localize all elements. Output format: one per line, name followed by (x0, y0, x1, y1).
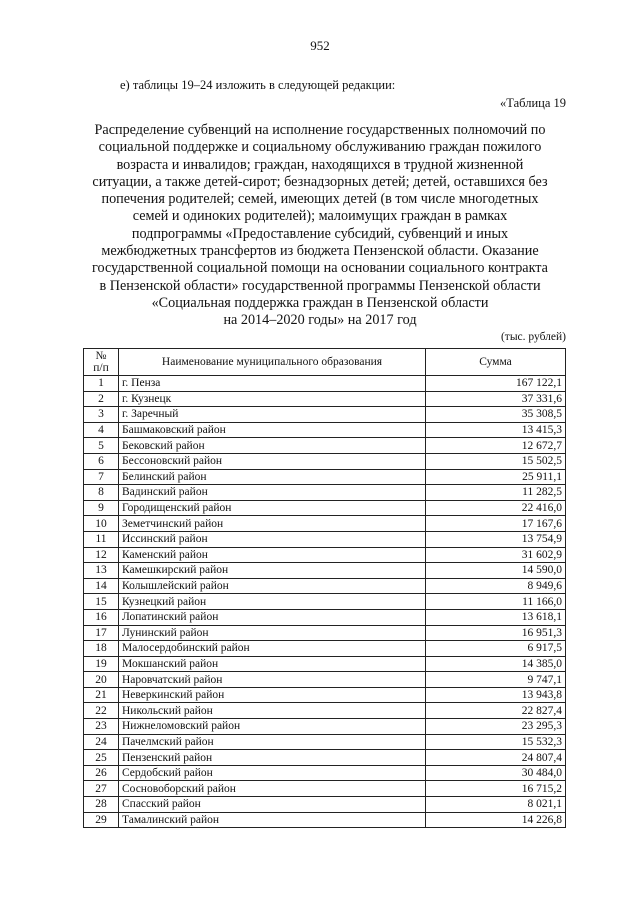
subsidy-table (83, 348, 566, 828)
table-row (84, 734, 566, 750)
row-sum: 22 416,0 (426, 500, 566, 516)
row-municipality: Кузнецкий район (119, 594, 426, 610)
title-line: подпрограммы «Предоставление субсидий, субвенций и иных (131, 225, 509, 242)
title-line: межбюджетных трансфертов из бюджета Пензенской области. Оказание (101, 243, 539, 260)
row-municipality: Сердобский район (119, 765, 426, 781)
row-number: 27 (84, 781, 119, 797)
title-line: «Социальная поддержка граждан в Пензенской области (151, 294, 489, 311)
row-municipality: Нижнеломовский район (119, 719, 426, 735)
table-row (84, 672, 566, 688)
row-sum: 16 951,3 (426, 625, 566, 641)
table-row (84, 469, 566, 485)
table-row (84, 625, 566, 641)
row-municipality: Вадинский район (119, 485, 426, 501)
row-number: 21 (84, 687, 119, 703)
table-row (84, 781, 566, 797)
row-sum: 25 911,1 (426, 469, 566, 485)
row-sum: 14 226,8 (426, 812, 566, 828)
table-row (84, 765, 566, 781)
row-sum: 13 943,8 (426, 687, 566, 703)
row-sum: 9 747,1 (426, 672, 566, 688)
row-municipality: Бессоновский район (119, 453, 426, 469)
row-sum: 31 602,9 (426, 547, 566, 563)
row-sum: 17 167,6 (426, 516, 566, 532)
row-municipality: Башмаковский район (119, 422, 426, 438)
row-number: 12 (84, 547, 119, 563)
row-number: 22 (84, 703, 119, 719)
table-reference: «Таблица 19 (500, 96, 566, 110)
row-number: 8 (84, 485, 119, 501)
row-number: 18 (84, 641, 119, 657)
row-sum: 6 917,5 (426, 641, 566, 657)
row-number: 25 (84, 750, 119, 766)
row-sum: 23 295,3 (426, 719, 566, 735)
table-row (84, 500, 566, 516)
row-number: 4 (84, 422, 119, 438)
row-number: 26 (84, 765, 119, 781)
table-row (84, 531, 566, 547)
row-number: 2 (84, 391, 119, 407)
table-row (84, 719, 566, 735)
title-line: в Пензенской области» государственной программы Пензенской области (99, 277, 541, 294)
row-sum: 13 618,1 (426, 609, 566, 625)
row-number: 15 (84, 594, 119, 610)
row-number: 28 (84, 797, 119, 813)
table-row (84, 485, 566, 501)
row-municipality: Земетчинский район (119, 516, 426, 532)
table-row (84, 609, 566, 625)
row-number: 10 (84, 516, 119, 532)
row-number: 11 (84, 531, 119, 547)
row-number: 6 (84, 453, 119, 469)
table-row (84, 656, 566, 672)
row-number: 23 (84, 719, 119, 735)
row-sum: 37 331,6 (426, 391, 566, 407)
row-sum: 13 415,3 (426, 422, 566, 438)
row-sum: 22 827,4 (426, 703, 566, 719)
row-sum: 13 754,9 (426, 531, 566, 547)
table-row (84, 703, 566, 719)
page-number: 952 (310, 38, 330, 53)
row-number: 29 (84, 812, 119, 828)
row-number: 19 (84, 656, 119, 672)
table-row (84, 812, 566, 828)
row-municipality: г. Кузнецк (119, 391, 426, 407)
title-line: государственной социальной помощи на основании социального контракта (92, 260, 548, 277)
table-row (84, 641, 566, 657)
row-number: 1 (84, 376, 119, 392)
header-number-symbol: № (95, 350, 107, 362)
row-municipality: Тамалинский район (119, 812, 426, 828)
title-line: Распределение субвенций на исполнение государственных полномочий по (94, 122, 546, 138)
row-municipality: Иссинский район (119, 531, 426, 547)
row-municipality: Спасский район (119, 797, 426, 813)
row-sum: 8 021,1 (426, 797, 566, 813)
row-number: 13 (84, 563, 119, 579)
row-sum: 12 672,7 (426, 438, 566, 454)
row-sum: 11 282,5 (426, 485, 566, 501)
title-line: на 2014–2020 годы» на 2017 год (223, 312, 417, 329)
header-sum: Сумма (426, 349, 566, 376)
row-number: 17 (84, 625, 119, 641)
header-municipality: Наименование муниципального образования (119, 349, 426, 376)
row-municipality: Пензенский район (119, 750, 426, 766)
row-sum: 167 122,1 (426, 376, 566, 392)
row-number: 3 (84, 407, 119, 423)
row-number: 5 (84, 438, 119, 454)
row-municipality: Бековский район (119, 438, 426, 454)
row-number: 20 (84, 672, 119, 688)
table-row (84, 594, 566, 610)
document-title (72, 122, 568, 330)
table-row (84, 391, 566, 407)
amendment-intro: е) таблицы 19–24 изложить в следующей редакции: (120, 78, 396, 92)
title-line: возраста и инвалидов; граждан, находящихся в трудной жизненной (116, 156, 524, 173)
row-number: 9 (84, 500, 119, 516)
units-label: (тыс. рублей) (500, 331, 566, 343)
row-municipality: Лопатинский район (119, 609, 426, 625)
row-municipality: Малосердобинский район (119, 641, 426, 657)
row-sum: 30 484,0 (426, 765, 566, 781)
row-sum: 15 532,3 (426, 734, 566, 750)
table-row (84, 797, 566, 813)
row-municipality: Сосновоборский район (119, 781, 426, 797)
row-municipality: Наровчатский район (119, 672, 426, 688)
row-sum: 14 385,0 (426, 656, 566, 672)
table-row (84, 516, 566, 532)
table-header-row (84, 349, 566, 376)
table-row (84, 563, 566, 579)
title-line: ситуации, а также детей-сирот; безнадзорных детей; детей, оставшихся без (92, 173, 548, 190)
row-sum: 35 308,5 (426, 407, 566, 423)
table-row (84, 453, 566, 469)
table-row (84, 376, 566, 392)
row-municipality: Пачелмский район (119, 734, 426, 750)
title-line: семей и одиноких родителей); малоимущих граждан в рамках (132, 208, 508, 225)
row-sum: 14 590,0 (426, 563, 566, 579)
header-number (84, 349, 119, 376)
row-municipality: Неверкинский район (119, 687, 426, 703)
row-municipality: г. Заречный (119, 407, 426, 423)
row-sum: 15 502,5 (426, 453, 566, 469)
header-number-abbr: п/п (93, 362, 109, 374)
row-municipality: Каменский район (119, 547, 426, 563)
row-municipality: Камешкирский район (119, 563, 426, 579)
row-sum: 24 807,4 (426, 750, 566, 766)
row-number: 16 (84, 609, 119, 625)
row-number: 24 (84, 734, 119, 750)
row-sum: 8 949,6 (426, 578, 566, 594)
table-row (84, 687, 566, 703)
row-municipality: Колышлейский район (119, 578, 426, 594)
table-row (84, 422, 566, 438)
table-row (84, 438, 566, 454)
table-row (84, 407, 566, 423)
row-municipality: Никольский район (119, 703, 426, 719)
table-row (84, 547, 566, 563)
row-number: 14 (84, 578, 119, 594)
row-municipality: Городищенский район (119, 500, 426, 516)
title-line: социальной поддержке и социальному обслуживанию граждан пожилого (98, 139, 542, 156)
row-municipality: Мокшанский район (119, 656, 426, 672)
table-row (84, 578, 566, 594)
row-municipality: г. Пенза (119, 376, 426, 392)
row-municipality: Белинский район (119, 469, 426, 485)
table-row (84, 750, 566, 766)
row-number: 7 (84, 469, 119, 485)
table-body (84, 376, 566, 828)
title-line: попечения родителей; семей, имеющих детей (в том числе многодетных (101, 191, 539, 208)
row-municipality: Лунинский район (119, 625, 426, 641)
row-sum: 16 715,2 (426, 781, 566, 797)
row-sum: 11 166,0 (426, 594, 566, 610)
